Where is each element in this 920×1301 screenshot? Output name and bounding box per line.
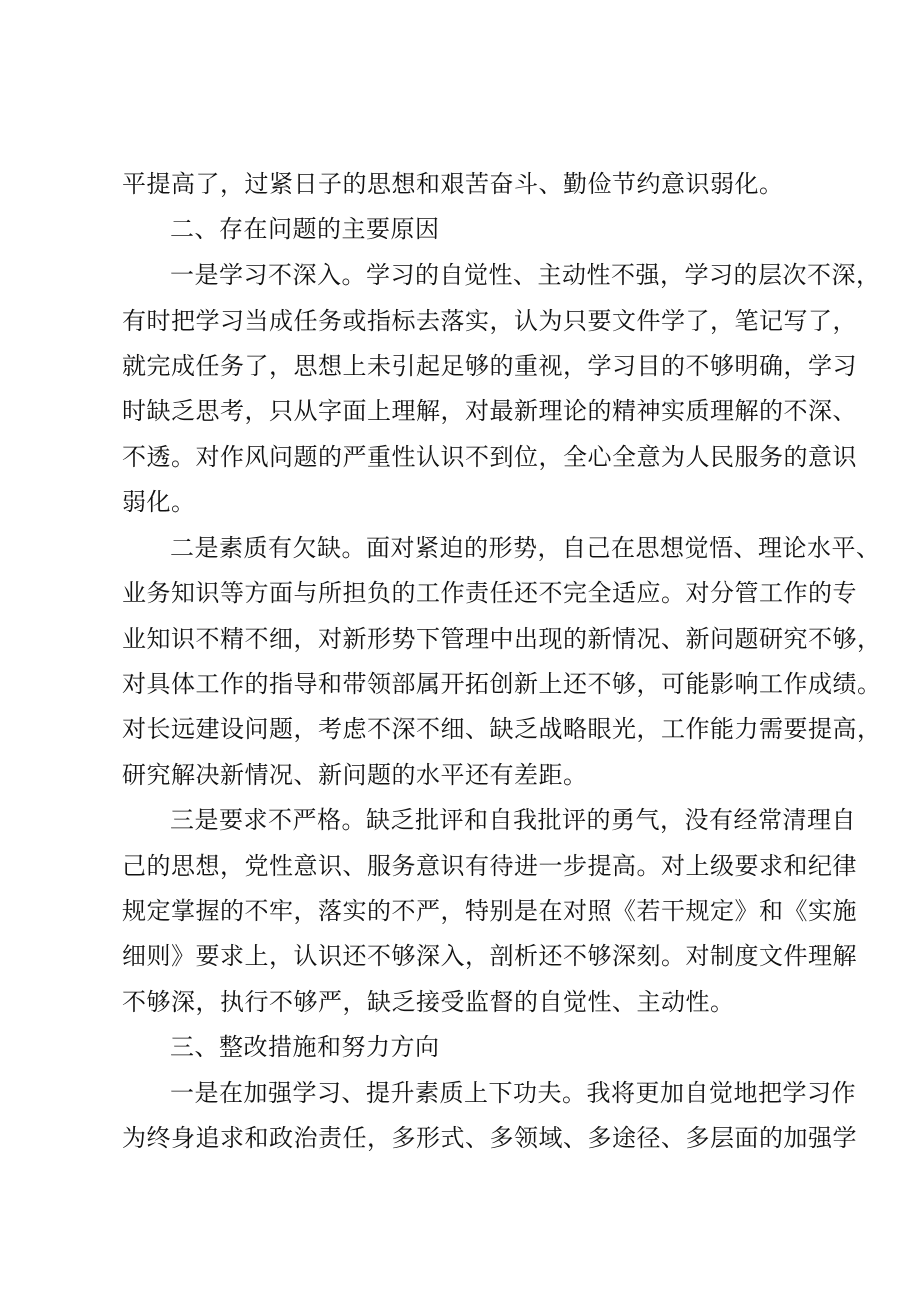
- paragraph-line: 三是要求不严格。缺乏批评和自我批评的勇气，没有经常清理自: [170, 806, 856, 834]
- paragraph-line: 不透。对作风问题的严重性认识不到位，全心全意为人民服务的意识: [122, 443, 857, 471]
- section-heading: 三、整改措施和努力方向: [170, 1033, 440, 1061]
- paragraph-line: 研究解决新情况、新问题的水平还有差距。: [122, 761, 588, 789]
- paragraph-line: 业务知识等方面与所担负的工作责任还不完全适应。对分管工作的专: [122, 579, 857, 607]
- paragraph-line: 就完成任务了，思想上未引起足够的重视，学习目的不够明确，学习: [122, 352, 857, 380]
- paragraph-line: 业知识不精不细，对新形势下管理中出现的新情况、新问题研究不够，: [122, 625, 882, 653]
- paragraph-line: 时缺乏思考，只从字面上理解，对最新理论的精神实质理解的不深、: [122, 397, 857, 425]
- paragraph-line: 平提高了，过紧日子的思想和艰苦奋斗、勤俭节约意识弱化。: [122, 170, 784, 198]
- paragraph-line: 己的思想，党性意识、服务意识有待进一步提高。对上级要求和纪律: [122, 852, 857, 880]
- paragraph-line: 为终身追求和政治责任，多形式、多领域、多途径、多层面的加强学: [122, 1124, 857, 1152]
- paragraph-line: 有时把学习当成任务或指标去落实，认为只要文件学了，笔记写了，: [122, 307, 857, 335]
- paragraph-line: 一是学习不深入。学习的自觉性、主动性不强，学习的层次不深，: [170, 261, 881, 289]
- paragraph-line: 不够深，执行不够严，缺乏接受监督的自觉性、主动性。: [122, 988, 735, 1016]
- paragraph-line: 二是素质有欠缺。面对紧迫的形势，自己在思想觉悟、理论水平、: [170, 534, 881, 562]
- paragraph-line: 规定掌握的不牢，落实的不严，特别是在对照《若干规定》和《实施: [122, 897, 857, 925]
- paragraph-line: 弱化。: [122, 488, 196, 516]
- paragraph-line: 一是在加强学习、提升素质上下功夫。我将更加自觉地把学习作: [170, 1079, 856, 1107]
- section-heading: 二、存在问题的主要原因: [170, 215, 440, 243]
- paragraph-line: 对长远建设问题，考虑不深不细、缺乏战略眼光，工作能力需要提高，: [122, 715, 882, 743]
- paragraph-line: 对具体工作的指导和带领部属开拓创新上还不够，可能影响工作成绩。: [122, 670, 882, 698]
- paragraph-line: 细则》要求上，认识还不够深入，剖析还不够深刻。对制度文件理解: [122, 942, 857, 970]
